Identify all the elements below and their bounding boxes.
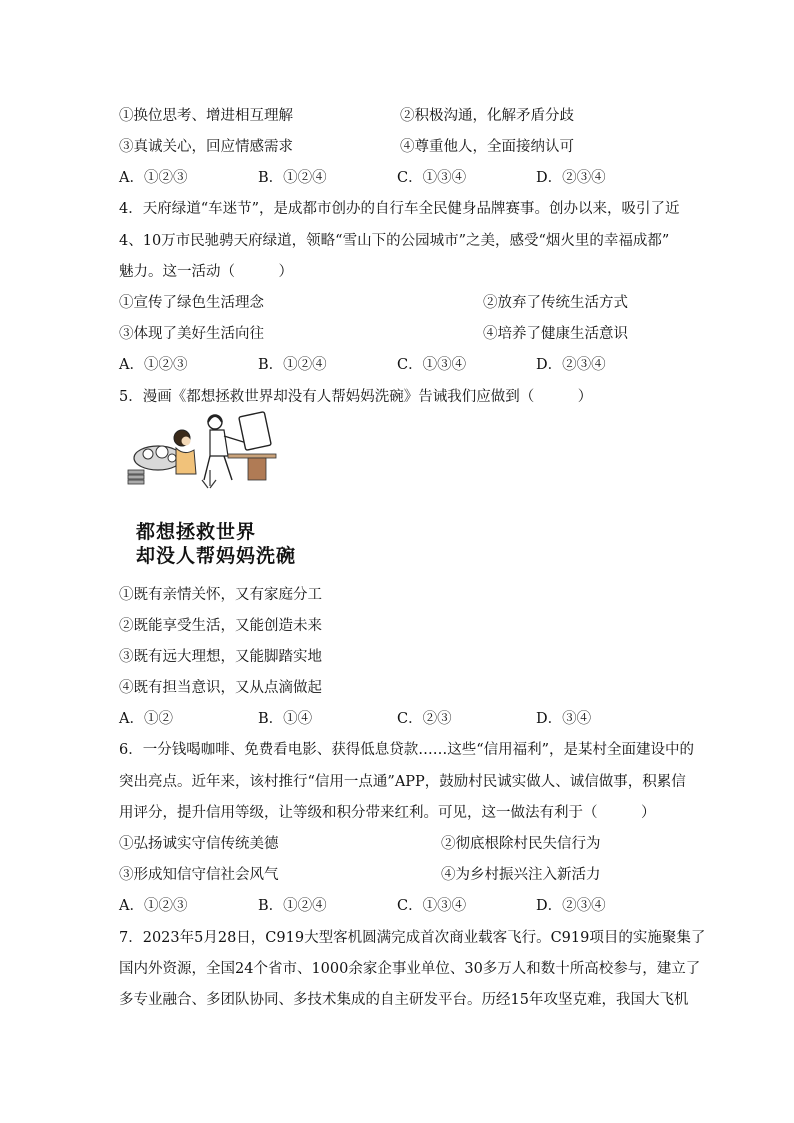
q7-stem-line-1: 7．2023年5月28日，C919大型客机圆满完成首次商业载客飞行。C919项目的实施聚集了 — [119, 930, 706, 946]
q6-option-3: ③形成知信守信社会风气 — [119, 867, 279, 883]
answer-d: D．②③④ — [536, 170, 606, 186]
q5-option-4: ④既有担当意识，又从点滴做起 — [119, 680, 322, 696]
q4-option-1: ①宣传了绿色生活理念 — [119, 295, 264, 311]
q6-stem-line-1: 6．一分钱喝咖啡、免费看电影、获得低息贷款……这些“信用福利”，是某村全面建设中的 — [119, 742, 695, 758]
q5-answer-c: C．②③ — [397, 711, 452, 727]
answer-b: B．①②④ — [258, 170, 327, 186]
q6-option-2: ②彻底根除村民失信行为 — [441, 836, 601, 852]
q6-option-4: ④为乡村振兴注入新活力 — [441, 867, 601, 883]
q5-stem: 5．漫画《都想拯救世界却没有人帮妈妈洗碗》告诫我们应做到（ ） — [119, 389, 593, 405]
q7-stem-line-3: 多专业融合、多团队协同、多技术集成的自主研发平台。历经15年攻坚克难，我国大飞机 — [119, 992, 689, 1008]
cartoon-caption-line-1: 都想拯救世界 — [136, 521, 257, 543]
option-4: ④尊重他人，全面接纳认可 — [400, 139, 574, 155]
q6-answer-c: C．①③④ — [397, 898, 467, 914]
answer-c: C．①③④ — [397, 170, 467, 186]
q4-answer-c: C．①③④ — [397, 357, 467, 373]
q4-answer-b: B．①②④ — [258, 357, 327, 373]
q5-answer-a: A．①② — [119, 711, 173, 727]
q4-answer-a: A．①②③ — [119, 357, 188, 373]
q6-stem-line-2: 突出亮点。近年来，该村推行“信用一点通”APP，鼓励村民诚实做人、诚信做事，积累信 — [119, 774, 686, 790]
q6-stem-line-3: 用评分，提升信用等级，让等级和积分带来红利。可见，这一做法有利于（ ） — [119, 805, 656, 821]
q4-option-2: ②放弃了传统生活方式 — [483, 295, 628, 311]
cartoon-illustration — [124, 408, 294, 498]
q5-option-1: ①既有亲情关怀，又有家庭分工 — [119, 587, 322, 603]
q6-answer-d: D．②③④ — [536, 898, 606, 914]
q4-stem-line-1: 4．天府绿道“车迷节”，是成都市创办的自行车全民健身品牌赛事。创办以来，吸引了近 — [119, 201, 680, 217]
q4-option-3: ③体现了美好生活向往 — [119, 326, 264, 342]
q7-stem-line-2: 国内外资源，全国24个省市、1000余家企事业单位、30多万人和数十所高校参与，建立了 — [119, 961, 701, 977]
q5-option-2: ②既能享受生活，又能创造未来 — [119, 618, 322, 634]
cartoon-caption-line-2: 却没人帮妈妈洗碗 — [136, 545, 297, 567]
option-3: ③真诚关心，回应情感需求 — [119, 139, 293, 155]
answer-a: A．①②③ — [119, 170, 188, 186]
q4-answer-d: D．②③④ — [536, 357, 606, 373]
q5-answer-b: B．①④ — [258, 711, 313, 727]
q5-option-3: ③既有远大理想，又能脚踏实地 — [119, 649, 322, 665]
q4-stem-line-2: 4、10万市民驰骋天府绿道，领略“雪山下的公园城市”之美，感受“烟火里的幸福成都” — [119, 233, 670, 249]
option-1: ①换位思考、增进相互理解 — [119, 108, 293, 124]
q4-stem-line-3: 魅力。这一活动（ ） — [119, 264, 293, 280]
q6-answer-b: B．①②④ — [258, 898, 327, 914]
q6-answer-a: A．①②③ — [119, 898, 188, 914]
q5-answer-d: D．③④ — [536, 711, 592, 727]
q4-option-4: ④培养了健康生活意识 — [483, 326, 628, 342]
option-2: ②积极沟通，化解矛盾分歧 — [400, 108, 574, 124]
q6-option-1: ①弘扬诚实守信传统美德 — [119, 836, 279, 852]
